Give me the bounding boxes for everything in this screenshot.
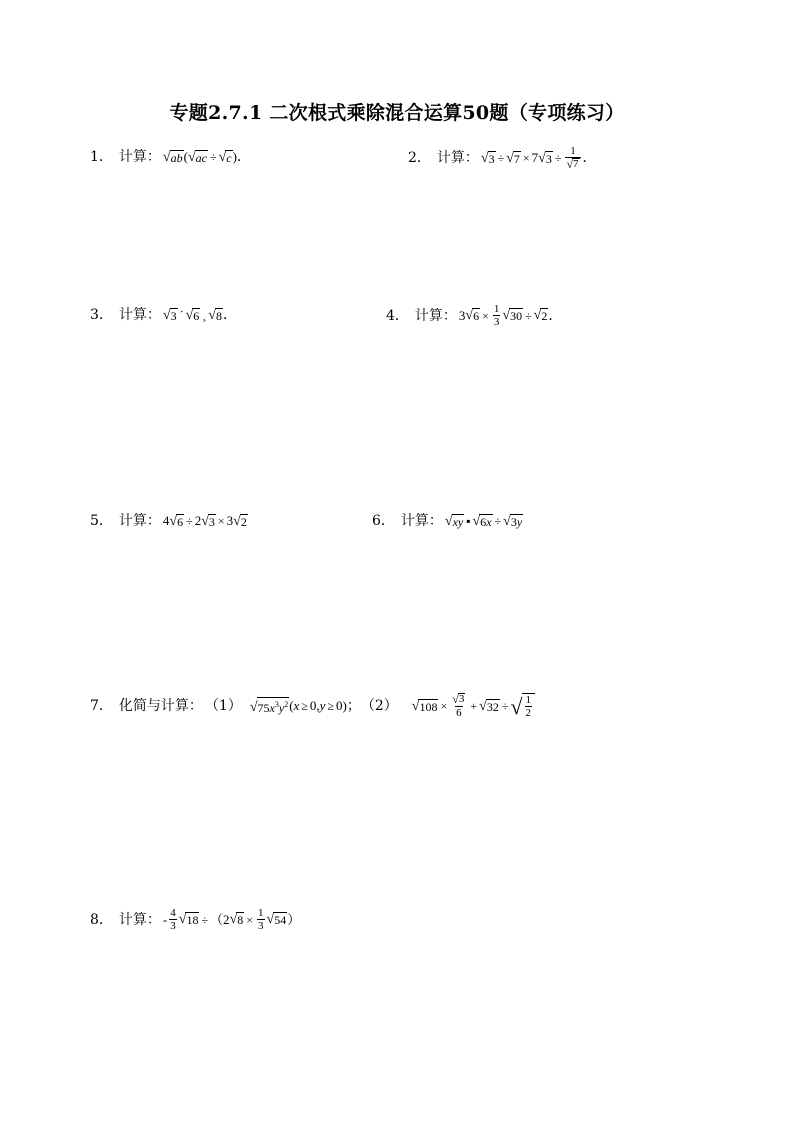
question-number: 8． [90, 911, 113, 928]
math-expression-part-1: √ $75x^3y^2$ ( x ≥ 0, y ≥ 0) [249, 698, 347, 715]
question-6 [372, 511, 523, 531]
question-label: 计算： [400, 513, 443, 529]
question-tail: ． [582, 150, 597, 166]
question-4 [386, 303, 562, 328]
question-5 [90, 511, 248, 531]
part-separator: ； [346, 698, 361, 714]
question-label: 计算： [118, 911, 161, 928]
question-label: 计算： [414, 307, 457, 324]
question-number: 5． [90, 513, 113, 529]
question-label: 计算： [118, 513, 161, 529]
question-number: 1． [90, 149, 113, 165]
math-expression: √ 3 ´ √ 6 ¸ √ 8 [162, 307, 222, 323]
question-number: 6． [372, 513, 395, 529]
question-tail: ． [548, 307, 563, 324]
question-8 [90, 907, 300, 932]
question-label: 计算： [118, 307, 161, 323]
question-tail: ． [236, 149, 251, 165]
question-label: 计算： [436, 150, 479, 166]
math-expression: - $\frac{4}{3}$ √ 18 ÷ （2 √ 8 × $\frac{1}{3}$ √ 54 ） [162, 907, 301, 932]
question-label: 计算： [118, 149, 161, 165]
math-expression: 3 √ 6 × $\frac{1}{3}$ √ 30 ÷ √ 2 [458, 303, 548, 328]
part-1-label: （1） [204, 698, 242, 714]
math-expression: √ 3 ÷ √ 7 × 7 √ 3 ÷ 1 √ 7 [480, 145, 579, 171]
math-expression: 4 √ 6 ÷ 2 √ 3 × 3 √ 2 [162, 513, 247, 529]
question-number: 2． [408, 150, 431, 166]
question-3 [90, 305, 237, 325]
question-2 [408, 145, 597, 171]
question-tail: ． [222, 307, 237, 323]
math-expression: √ ab ( √ ac ÷ √ c ) [162, 149, 237, 165]
question-number: 4． [386, 307, 409, 324]
page-title: 专题2.7.1 二次根式乘除混合运算50题（专项练习） [169, 102, 625, 124]
question-number: 7． [90, 698, 113, 714]
math-expression-part-2: √ 108 × √ 3 6 + √ 32 ÷ √ $\frac{1}{2}$ [412, 693, 535, 719]
question-label: 化简与计算： [118, 698, 203, 714]
part-2-label: （2） [360, 698, 398, 714]
math-expression: √ xy ▪ √ 6x ÷ √ 3y [444, 513, 523, 529]
question-1 [90, 147, 251, 167]
question-7 [90, 693, 535, 719]
question-number: 3． [90, 307, 113, 323]
